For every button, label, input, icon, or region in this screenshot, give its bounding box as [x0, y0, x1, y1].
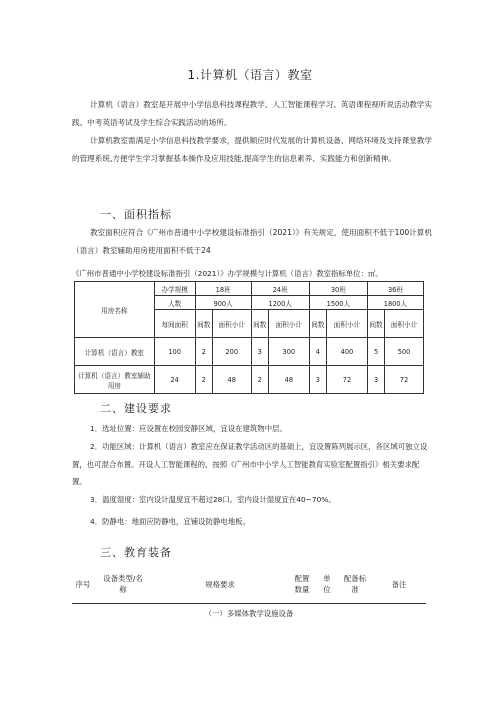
- requirement-item: [72, 513, 432, 531]
- item-number: 4: [90, 517, 95, 526]
- col-note: 备注: [391, 579, 407, 589]
- row-per-room: 24: [154, 366, 195, 394]
- row-name: 计算机（语言）教室辅助用房: [75, 366, 155, 394]
- col-type: 设备类型/名称: [103, 574, 143, 594]
- item-text: ．功能区域：计算机（语言）教室应在保证教学活动区的基础上，宜设置陈列展示区，各区域可独立设置，也可混合布置。开设人工智能课程的，按照《广州市中小学人工智能教育实验室配置指引》相关要求配置。: [72, 442, 428, 486]
- page-title: 1.计算机（语言）教室: [187, 68, 313, 82]
- cell: 400: [327, 338, 368, 366]
- header-subtotal: 面积小计: [268, 310, 309, 338]
- equipment-subheading: （一）多媒体教学设施设备: [72, 604, 426, 623]
- header-scale: 办学规模: [154, 282, 195, 296]
- requirement-item: [72, 420, 432, 438]
- cell: 2: [251, 366, 268, 394]
- item-number: 1: [90, 424, 95, 433]
- people-24: 1200人: [251, 296, 309, 310]
- area-paragraph: 教室面积应符合《广州市普通中小学校建设标准指引（2021）》有关规定，使用面积不低于100计算机（语言）教室辅助用房使用面积不低于24: [72, 228, 432, 255]
- header-people: 人数: [154, 296, 195, 310]
- intro-paragraph-1: 计算机（语言）教室是开展中小学信息科技课程教学、人工智能课程学习、英语课程视听说活动教学实践、中考英语考试及学生综合实践活动的场所。: [72, 100, 432, 127]
- header-room-name: 用房名称: [75, 282, 155, 338]
- cell: 72: [327, 366, 368, 394]
- col-qty: 配置数量: [294, 574, 310, 594]
- row-name: 计算机（语言）教室: [75, 338, 155, 366]
- item-number: 2: [90, 442, 95, 451]
- header-rooms: 间数: [195, 310, 212, 338]
- cell: 2: [195, 338, 212, 366]
- area-table: [74, 281, 424, 394]
- header-subtotal: 面积小计: [385, 310, 424, 338]
- cell: 72: [385, 366, 424, 394]
- section-heading-area: 一、面积指标: [100, 208, 172, 221]
- cell: 3: [367, 366, 384, 394]
- area-table-caption: 《广州市普通中小学校建设标准指引（2021）》办学规模与计算机（语言）教室指标单位：㎡。: [72, 269, 383, 278]
- item-text: ．防静电：地面应防静电，宜铺设防静电地板。: [94, 517, 250, 526]
- header-class-36: 36班: [367, 282, 423, 296]
- cell: 3: [251, 338, 268, 366]
- cell: 4: [309, 338, 326, 366]
- intro-paragraph-2: 计算机教室需满足小学信息科技教学要求，提供顺应时代发展的计算机设备、网络环境及支持课堂教学的管理系统,方便学生学习掌握基本操作及应用技能,提高学生的信息素养、实践能力和创新精神。: [72, 136, 432, 163]
- header-subtotal: 面积小计: [327, 310, 368, 338]
- header-class-30: 30班: [309, 282, 367, 296]
- header-rooms: 间数: [309, 310, 326, 338]
- cell: 48: [268, 366, 309, 394]
- people-36: 1800人: [367, 296, 423, 310]
- col-unit: 单位: [323, 574, 331, 594]
- header-subtotal: 面积小计: [212, 310, 251, 338]
- requirement-item: [72, 438, 432, 491]
- cell: 3: [309, 366, 326, 394]
- header-per-room: 每间面积: [154, 310, 195, 338]
- cell: 5: [367, 338, 384, 366]
- cell: 300: [268, 338, 309, 366]
- item-number: 3: [90, 495, 95, 504]
- row-per-room: 100: [154, 338, 195, 366]
- header-rooms: 间数: [367, 310, 384, 338]
- people-18: 900人: [195, 296, 251, 310]
- cell: 2: [195, 366, 212, 394]
- header-class-24: 24班: [251, 282, 309, 296]
- header-rooms: 间数: [251, 310, 268, 338]
- cell: 48: [212, 366, 251, 394]
- cell: 200: [212, 338, 251, 366]
- people-30: 1500人: [309, 296, 367, 310]
- item-text: ．温度湿度：室内设计温度宜不超过28口。室内设计湿度宜在40~70%。: [94, 495, 336, 504]
- table-row: [75, 338, 424, 366]
- col-std: 配备标准: [343, 574, 367, 594]
- col-spec: 规格要求: [205, 579, 235, 589]
- requirement-item: [72, 491, 432, 509]
- equipment-table: [72, 565, 426, 622]
- table-row: [75, 366, 424, 394]
- section-heading-equipment: 三、教育装备: [100, 546, 172, 559]
- item-text: ．选址位置：应设置在校园安静区域，宜设在建筑物中层。: [94, 424, 287, 433]
- header-class-18: 18班: [195, 282, 251, 296]
- section-heading-requirements: 二、建设要求: [100, 402, 172, 415]
- col-seq: 序号: [75, 579, 91, 589]
- cell: 500: [385, 338, 424, 366]
